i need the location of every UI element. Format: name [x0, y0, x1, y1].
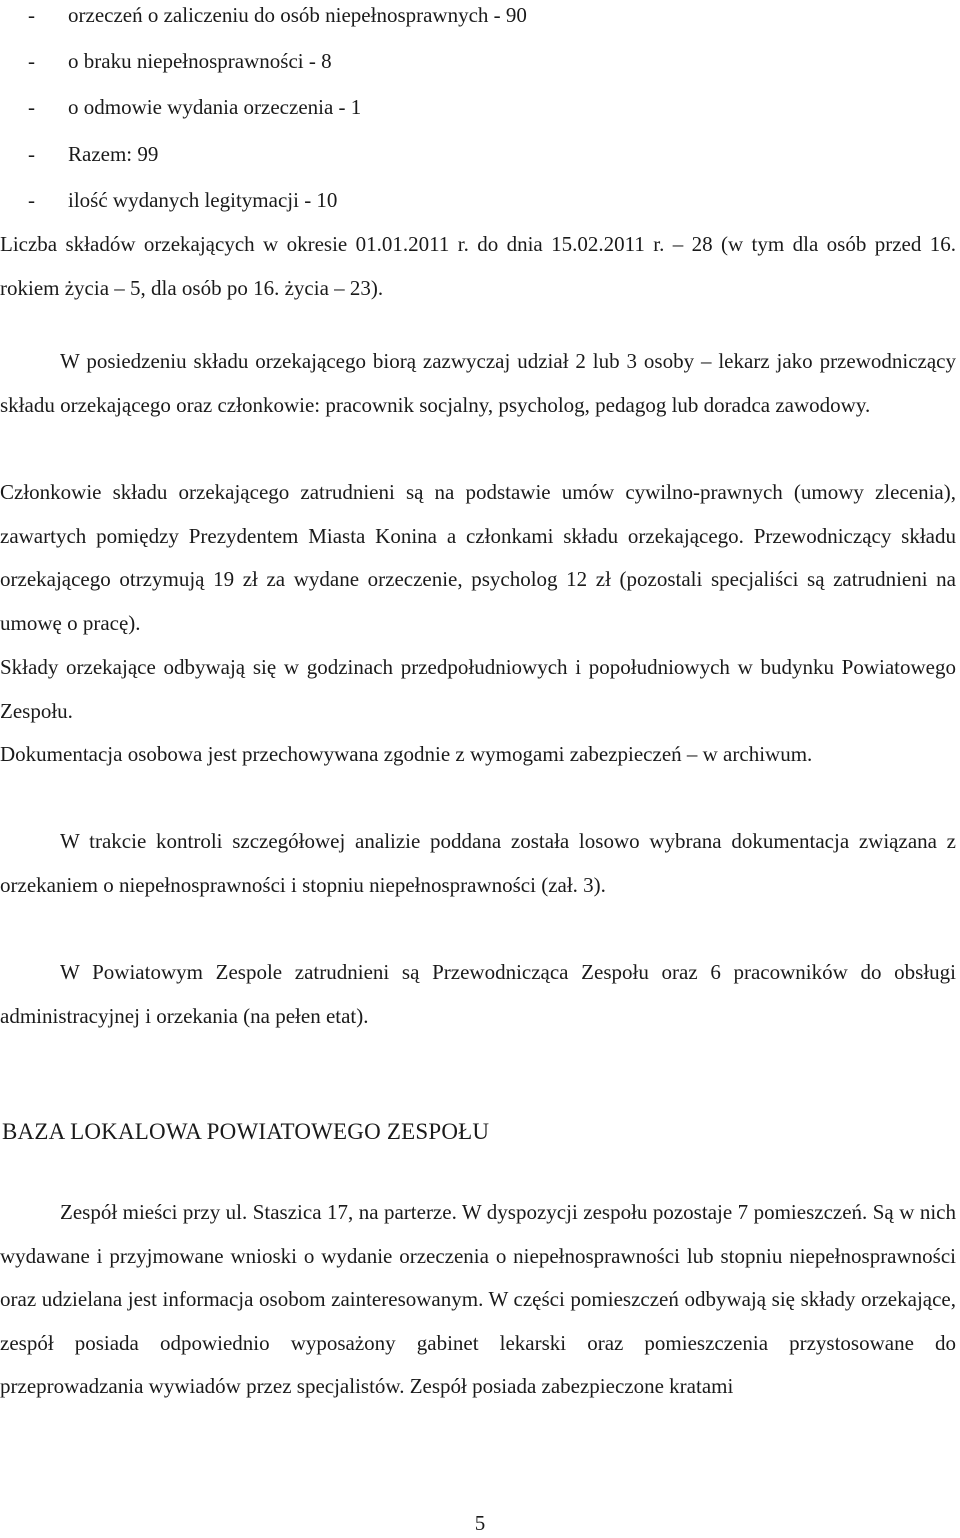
list-item-text: o odmowie wydania orzeczenia - 1	[68, 95, 362, 119]
paragraph-session-members: W posiedzeniu składu orzekającego biorą zazwyczaj udział 2 lub 3 osoby – lekarz jako przewodniczący składu orzekającego oraz członkowie: pracownik socjalny, psycholog, pedagog lub doradca zawodowy.	[0, 349, 956, 417]
list-item-text: Razem: 99	[68, 142, 159, 166]
section-heading: BAZA LOKALOWA POWIATOWEGO ZESPOŁU	[2, 1119, 490, 1144]
paragraph-inspection: W trakcie kontroli szczegółowej analizie poddana została losowo wybrana dokumentacja związana z orzekaniem o niepełnosprawności i stopniu niepełnosprawności (zał. 3).	[0, 829, 956, 897]
paragraph-staff: W Powiatowym Zespole zatrudnieni są Przewodnicząca Zespołu oraz 6 pracowników do obsługi administracyjnej i orzekania (na pełen etat).	[0, 960, 956, 1028]
paragraph-contracts: Członkowie składu orzekającego zatrudnieni są na podstawie umów cywilno-prawnych (umowy zlecenia), zawartych pomiędzy Prezydentem Miasta Konina a członkami składu orzekającego. Przewodniczący składu orzekającego otrzymują 19 zł za wydane orzeczenie, psycholog 12 zł (pozostali specjaliści są zatrudnieni na umowę o pracę).	[0, 480, 956, 635]
list-bullet: -	[28, 49, 35, 73]
list-item-text: ilość wydanych legitymacji - 10	[68, 188, 338, 212]
paragraph-documentation: Dokumentacja osobowa jest przechowywana zgodnie z wymogami zabezpieczeń – w archiwum.	[0, 742, 813, 766]
page-number: 5	[474, 1511, 486, 1535]
list-item-text: orzeczeń o zaliczeniu do osób niepełnosprawnych - 90	[68, 3, 527, 27]
paragraph-session-hours: Składy orzekające odbywają się w godzinach przedpołudniowych i popołudniowych w budynku Powiatowego Zespołu.	[0, 655, 956, 723]
list-bullet: -	[28, 142, 35, 166]
list-bullet: -	[28, 188, 35, 212]
paragraph-composition-count: Liczba składów orzekających w okresie 01.01.2011 r. do dnia 15.02.2011 r. – 28 (w tym dla osób przed 16. rokiem życia – 5, dla osób po 16. życia – 23).	[0, 232, 956, 300]
list-bullet: -	[28, 3, 35, 27]
list-bullet: -	[28, 95, 35, 119]
paragraph-premises: Zespół mieści przy ul. Staszica 17, na parterze. W dyspozycji zespołu pozostaje 7 pomieszczeń. Są w nich wydawane i przyjmowane wnioski o wydanie orzeczenia o niepełnosprawności lub stopniu niepełnosprawności oraz udzielana jest informacja osobom zainteresowanym. W części pomieszczeń odbywają się składy orzekające, zespół posiada odpowiednio wyposażony gabinet lekarski oraz pomieszczenia przystosowane do przeprowadzania wywiadów przez specjalistów. Zespół posiada zabezpieczone kratami	[0, 1200, 956, 1398]
list-item-text: o braku niepełnosprawności - 8	[68, 49, 332, 73]
